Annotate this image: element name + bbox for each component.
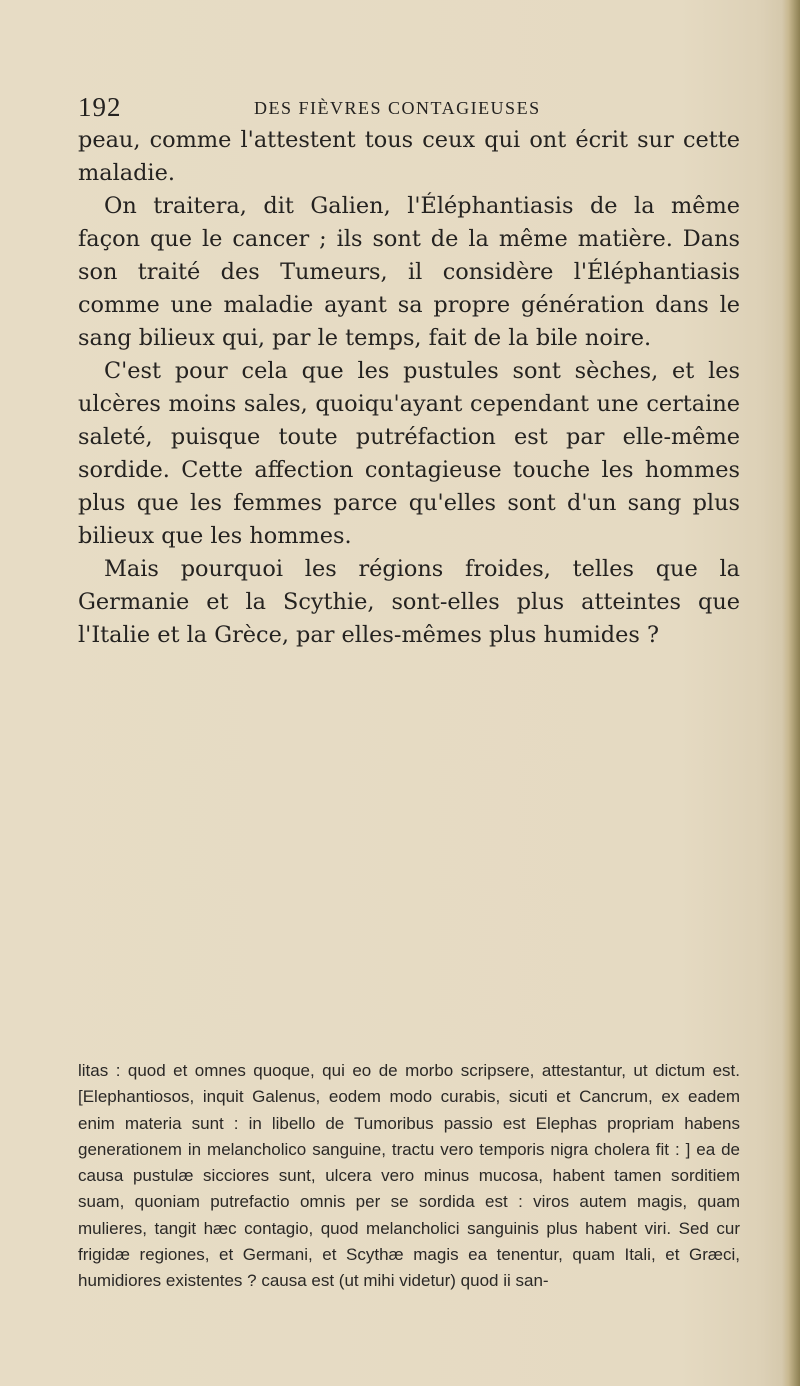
paragraph-3: C'est pour cela que les pustules sont sèches, et les ulcères moins sales, quoiqu'ayant cependant une certaine saleté, puisque toute putréfaction est par elle-même sordide. Cette affection contagieuse touche les hommes plus que les femmes parce qu'elles sont d'un sang plus bilieux que les hommes. xyxy=(78,358,740,549)
latin-footnote-text: litas : quod et omnes quoque, qui eo de morbo scripsere, attestantur, ut dictum est. [Elephantiosos, inquit Galenus, eodem modo curabis, sicuti et Cancrum, ex eadem enim materia sunt : in libello de Tumoribus passio est Elephas propriam habens generationem in melancholico sanguine, tractu vero temporis nigra cholera fit : ] ea de causa pustulæ sicciores sunt, ulcera vero minus mucosa, habent tamen sorditiem suam, quoniam putrefactio omnis per se sordida est : viros autem magis, quam mulieres, tangit hæc contagio, quod melancholici sanguinis plus habent viri. Sed cur frigidæ regiones, et Germani, et Scythæ magis ea tenentur, quam Itali, et Græci, humidiores existentes ? causa est (ut mihi videtur) quod ii san- xyxy=(78,1061,740,1291)
paragraph-2: On traitera, dit Galien, l'Éléphantiasis de la même façon que le cancer ; ils sont de la même matière. Dans son traité des Tumeurs, il considère l'Éléphantiasis comme une maladie ayant sa propre génération dans le sang bilieux qui, par le temps, fait de la bile noire. xyxy=(78,193,740,351)
running-title: DES FIÈVRES CONTAGIEUSES xyxy=(254,98,541,118)
latin-footnote xyxy=(78,1058,740,1295)
page-number: 192 xyxy=(78,92,122,122)
page-header xyxy=(78,92,738,122)
paragraph-4: Mais pourquoi les régions froides, telles que la Germanie et la Scythie, sont-elles plus atteintes que l'Italie et la Grèce, par elles-mêmes plus humides ? xyxy=(78,556,740,648)
main-text xyxy=(78,124,740,652)
paragraph-1: peau, comme l'attestent tous ceux qui ont écrit sur cette maladie. xyxy=(78,127,740,186)
page-edge-shadow xyxy=(782,0,800,1386)
